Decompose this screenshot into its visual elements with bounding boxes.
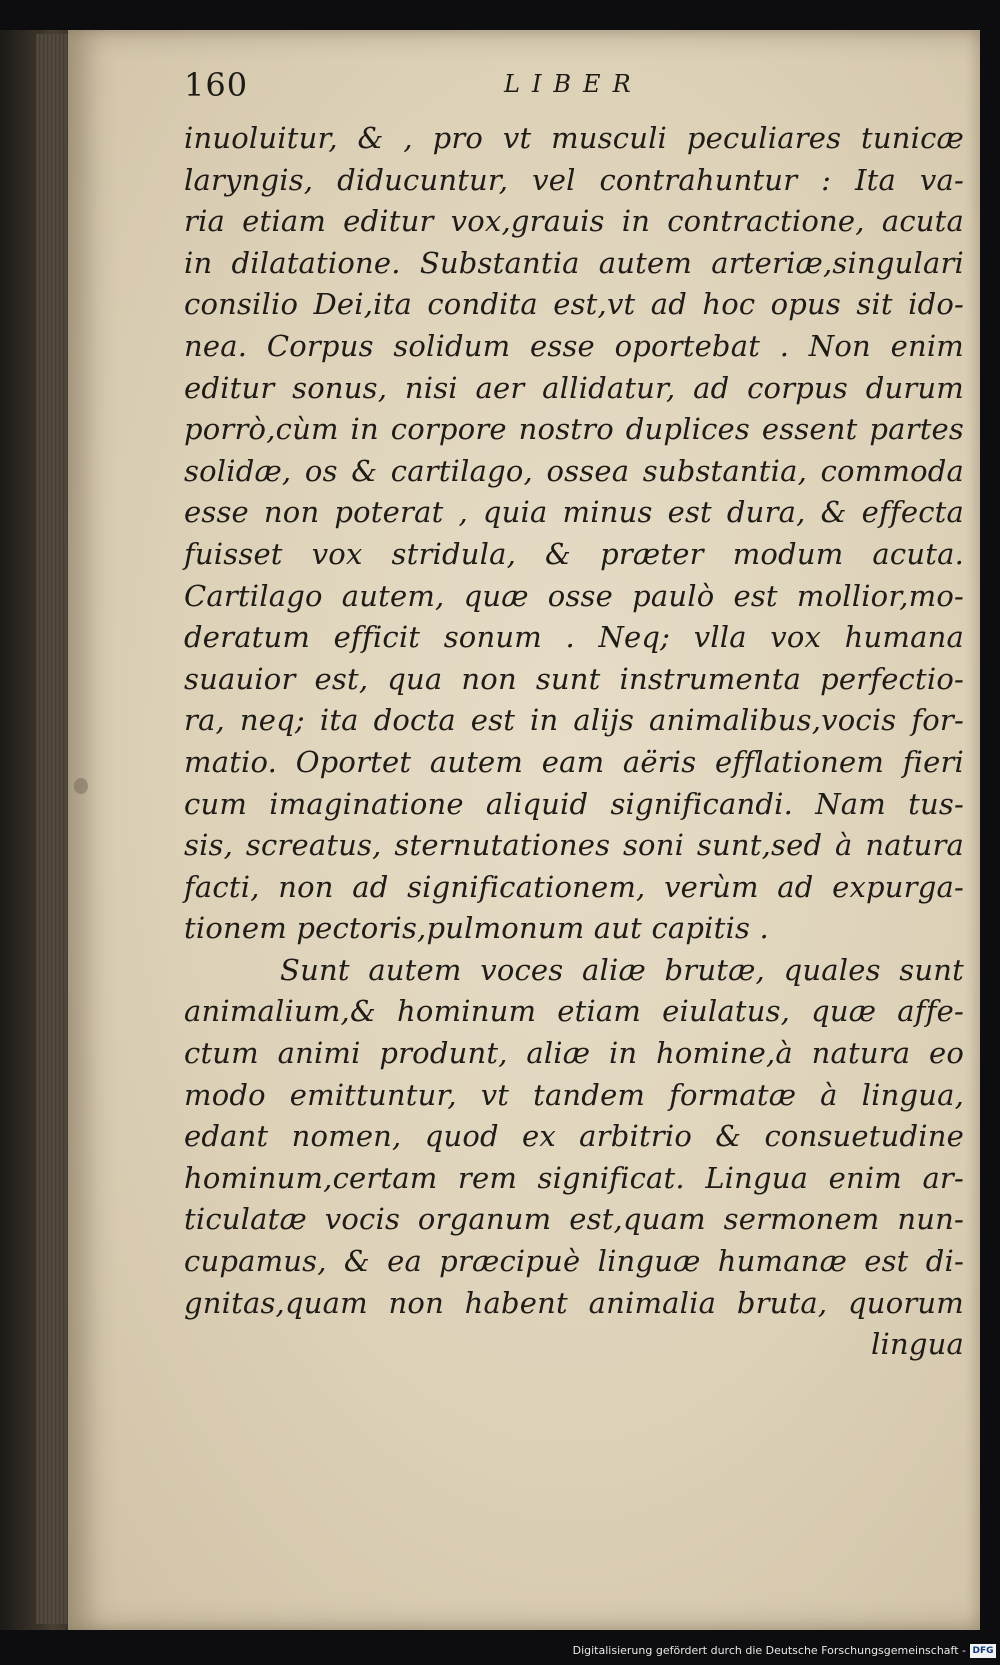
text-line: sis, screatus, sternutationes soni sunt,sed à natura xyxy=(184,828,964,863)
text-line: matio. Oportet autem eam aëris efflationem fieri xyxy=(184,744,964,779)
text-line: nea. Corpus solidum esse oportebat . Non enim xyxy=(184,328,964,363)
page-number: 160 xyxy=(184,66,249,104)
text-line: in dilatatione. Substantia autem arteriæ,singulari xyxy=(184,245,964,280)
paragraph-start-line: Sunt autem voces aliæ brutæ, quales sunt xyxy=(280,952,964,987)
page-stain xyxy=(74,778,88,794)
text-line: porrò,cùm in corpore nostro duplices essent partes xyxy=(184,412,964,447)
text-line: ctum animi produnt, aliæ in homine,à natura eo xyxy=(184,1036,964,1071)
text-line: tionem pectoris,pulmonum aut capitis . xyxy=(184,911,769,946)
text-line: ticulatæ vocis organum est,quam sermonem nun- xyxy=(184,1202,964,1237)
dfg-logo: DFG xyxy=(970,1644,996,1658)
text-line: esse non poterat , quia minus est dura, & effecta xyxy=(184,495,964,530)
text-line: Cartilago autem, quæ osse paulò est mollior,mo- xyxy=(184,578,964,613)
page-header xyxy=(184,62,684,110)
text-line: edant nomen, quod ex arbitrio & consuetudine xyxy=(184,1119,964,1154)
page-edges xyxy=(36,34,72,1624)
body-text xyxy=(184,118,964,1366)
text-line: laryngis, diducuntur, vel contrahuntur : Ita va- xyxy=(184,162,964,197)
text-line: facti, non ad significationem, verùm ad expurga- xyxy=(184,869,964,904)
text-line: ra, neq; ita docta est in alijs animalibus,vocis for- xyxy=(184,703,964,738)
text-line: modo emittuntur, vt tandem formatæ à lingua, xyxy=(184,1077,964,1112)
text-line: fuisset vox stridula, & præter modum acuta. xyxy=(184,536,964,571)
text-line: cupamus, & ea præcipuè linguæ humanæ est di- xyxy=(184,1244,964,1279)
text-line: solidæ, os & cartilago, ossea substantia, commoda xyxy=(184,453,964,488)
text-line: hominum,certam rem significat. Lingua enim ar- xyxy=(184,1160,964,1195)
funding-credit: Digitalisierung gefördert durch die Deutsche Forschungsgemeinschaft - xyxy=(572,1644,966,1657)
text-line: editur sonus, nisi aer allidatur, ad corpus durum xyxy=(184,370,964,405)
catchword: lingua xyxy=(871,1327,964,1362)
text-line: inuoluitur, & , pro vt musculi peculiares tunicæ xyxy=(184,121,964,155)
running-head: LIBER xyxy=(504,70,643,98)
text-line: deratum efficit sonum . Neq; vlla vox humana xyxy=(184,620,964,655)
text-line: cum imaginatione aliquid significandi. Nam tus- xyxy=(184,786,964,821)
text-line: gnitas,quam non habent animalia bruta, quorum xyxy=(184,1285,964,1320)
text-line: animalium,& hominum etiam eiulatus, quæ affe- xyxy=(184,994,964,1029)
text-line: suauior est, qua non sunt instrumenta perfectio- xyxy=(184,661,964,696)
footer-bar xyxy=(0,1635,1000,1665)
text-line: ria etiam editur vox,grauis in contractione, acuta xyxy=(184,204,964,239)
text-line: consilio Dei,ita condita est,vt ad hoc opus sit ido- xyxy=(184,287,964,322)
